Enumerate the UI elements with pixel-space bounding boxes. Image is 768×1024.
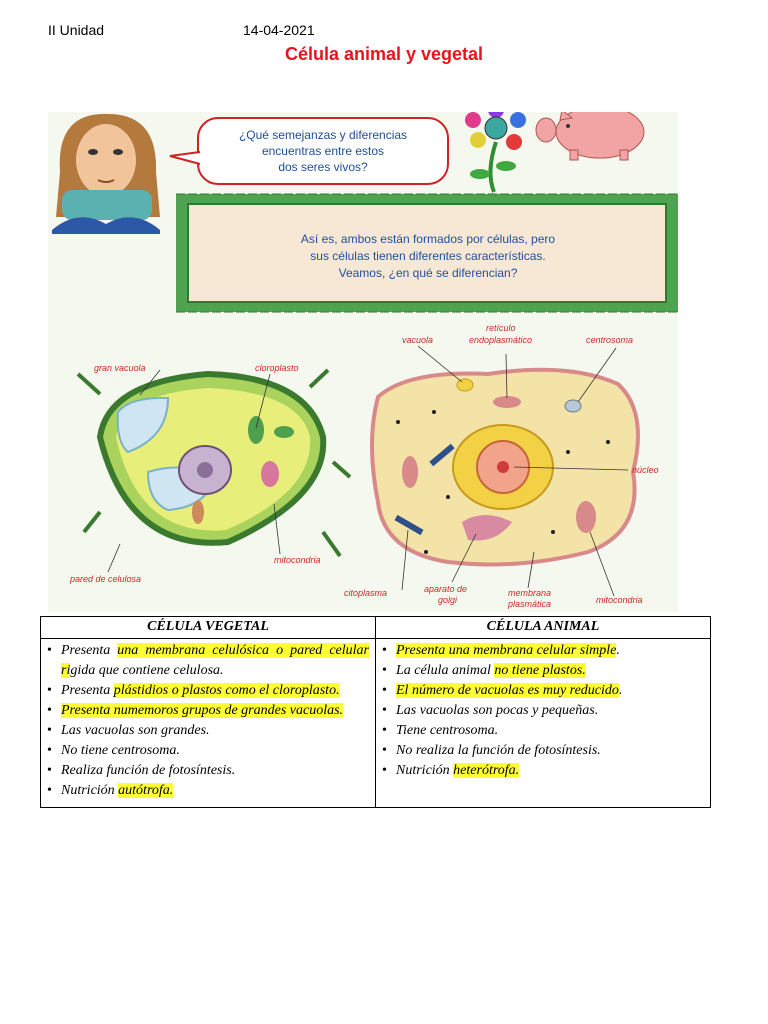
label-reticulo-2: endoplasmático xyxy=(469,335,533,345)
vegetal-item xyxy=(45,781,369,801)
item-text: Nutrición xyxy=(396,763,454,778)
highlighted-text: El número de vacuolas es muy reducido xyxy=(396,683,619,698)
table-body-row xyxy=(41,639,711,808)
highlighted-text: una membrana celulósica o pared celular ri xyxy=(61,643,369,678)
highlighted-text: Presenta una membrana celular simple xyxy=(396,643,617,658)
comparison-table xyxy=(40,616,711,808)
item-text: . xyxy=(616,643,620,658)
animal-cell-diagram xyxy=(344,323,659,609)
item-text: gida que contiene celulosa. xyxy=(70,663,224,678)
label-pared-celulosa: pared de celulosa xyxy=(70,574,142,584)
header-animal: CÉLULA ANIMAL xyxy=(376,617,711,639)
date-label: 14-04-2021 xyxy=(243,22,315,38)
header-vegetal: CÉLULA VEGETAL xyxy=(41,617,376,639)
label-golgi-1: aparato de xyxy=(424,584,468,594)
animal-item xyxy=(380,681,704,701)
item-text: Las vacuolas son pocas y pequeñas. xyxy=(396,703,599,718)
vegetal-item xyxy=(45,641,369,681)
item-text: No realiza la función de fotosíntesis. xyxy=(396,743,601,758)
label-gran-vacuola: gran vacuola xyxy=(94,363,146,373)
answer-line-3: Veamos, ¿en qué se diferencian? xyxy=(338,266,518,280)
item-text: Realiza función de fotosíntesis. xyxy=(61,763,236,778)
item-text: . xyxy=(618,683,623,698)
highlighted-text: Presenta numemoros grupos de grandes vacuolas. xyxy=(61,703,344,718)
item-text: Nutrición xyxy=(61,783,119,798)
animal-item xyxy=(380,721,704,741)
highlighted-text: plástidios o plastos como el cloroplasto. xyxy=(113,683,340,698)
animal-cell xyxy=(376,639,711,808)
animal-item xyxy=(380,701,704,721)
label-membrana-1: membrana xyxy=(508,588,552,598)
animal-item xyxy=(380,761,704,781)
label-centrosoma: centrosoma xyxy=(586,335,634,345)
vegetal-item xyxy=(45,681,369,701)
item-text: Las vacuolas son grandes. xyxy=(61,723,210,738)
item-text: Tiene centrosoma. xyxy=(396,723,499,738)
animal-list xyxy=(380,641,704,781)
page-title: Célula animal y vegetal xyxy=(284,44,484,64)
animal-item xyxy=(380,661,704,681)
table-header-row xyxy=(41,617,711,639)
highlighted-text: no tiene plastos. xyxy=(494,663,586,678)
question-line-1: ¿Qué semejanzas y diferencias xyxy=(238,128,408,142)
answer-line-2: sus células tienen diferentes características. xyxy=(310,249,546,263)
label-cloroplasto: cloroplasto xyxy=(255,363,299,373)
vegetal-item xyxy=(45,741,369,761)
vegetal-list xyxy=(45,641,369,801)
label-membrana-2: plasmática xyxy=(508,599,552,609)
label-golgi-2: golgi xyxy=(438,595,458,605)
item-text: Presenta xyxy=(61,643,118,658)
item-text: No tiene centrosoma. xyxy=(61,743,180,758)
vegetal-item xyxy=(45,701,369,721)
label-mitocondria-vegetal: mitocondria xyxy=(274,555,321,565)
label-reticulo-1: retículo xyxy=(486,323,516,333)
item-text: La célula animal xyxy=(396,663,495,678)
question-line-3: dos seres vivos? xyxy=(278,160,368,174)
pig-illustration xyxy=(536,112,644,160)
highlighted-text: heterótrofa. xyxy=(453,763,520,778)
question-bubble xyxy=(170,118,448,184)
animal-item xyxy=(380,641,704,661)
label-mitocondria-animal: mitocondria xyxy=(596,595,643,605)
question-line-2: encuentras entre estos xyxy=(261,144,385,158)
flower-illustration xyxy=(465,112,526,192)
label-nucleo: núcleo xyxy=(632,465,659,475)
label-citoplasma: citoplasma xyxy=(344,588,388,598)
vegetal-cell xyxy=(41,639,376,808)
label-vacuola: vacuola xyxy=(402,335,434,345)
vegetal-item xyxy=(45,761,369,781)
answer-frame xyxy=(176,194,678,312)
answer-line-1: Así es, ambos están formados por células, pero xyxy=(300,232,556,246)
cell-illustration xyxy=(48,112,678,612)
vegetal-item xyxy=(45,721,369,741)
highlighted-text: autótrofa. xyxy=(118,783,174,798)
plant-cell-diagram xyxy=(69,363,350,584)
girl-reading-illustration xyxy=(52,114,160,234)
animal-item xyxy=(380,741,704,761)
unit-label: II Unidad xyxy=(48,22,105,38)
item-text: Presenta xyxy=(61,683,114,698)
